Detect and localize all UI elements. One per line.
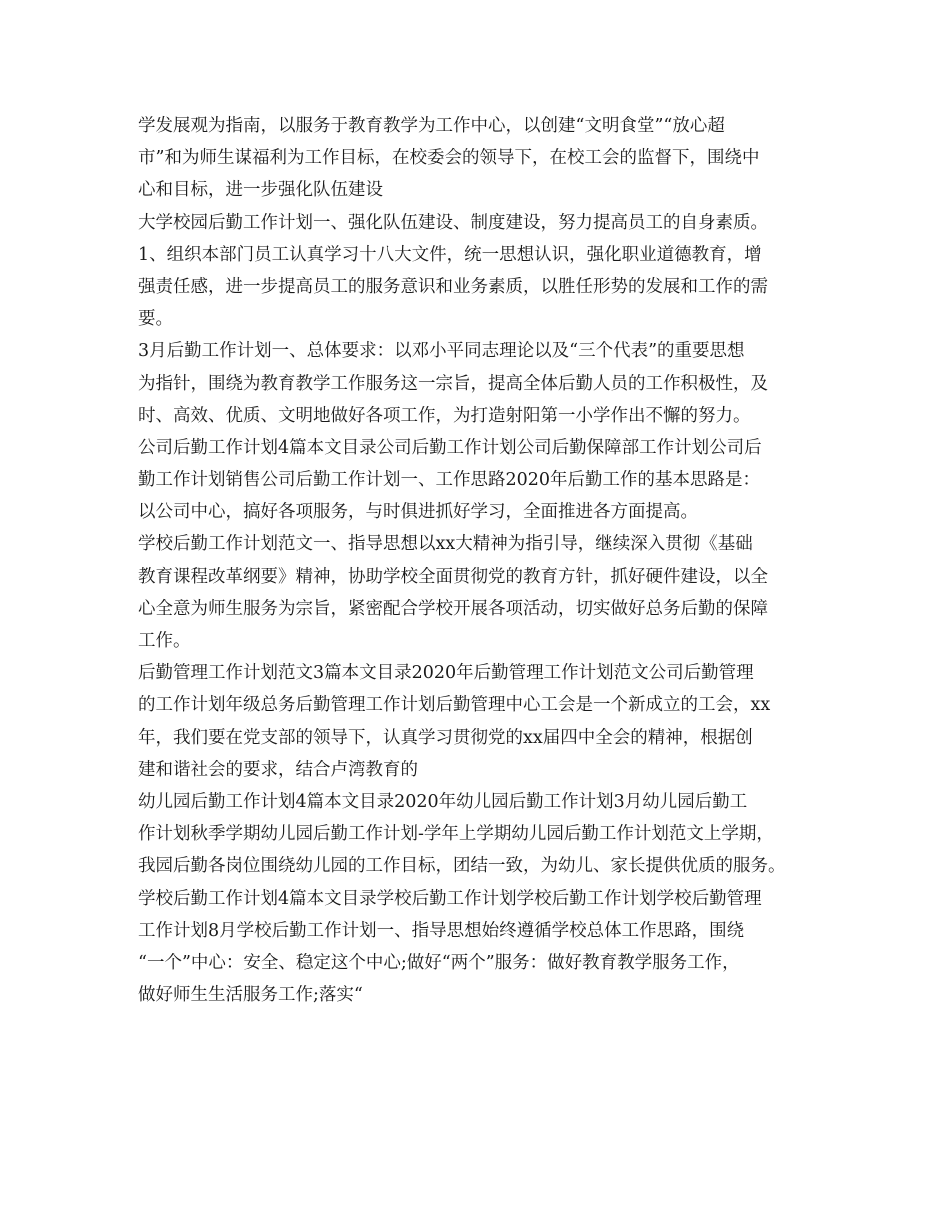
text-line: 学校后勤工作计划范文一、指导思想以xx大精神为指引导，继续深入贯彻《基础 — [138, 534, 753, 555]
text-line: 以公司中心，搞好各项服务，与时俱进抓好学习，全面推进各方面提高。 — [138, 502, 698, 523]
paragraph-1 — [138, 110, 828, 207]
paragraph-5 — [138, 432, 828, 529]
paragraph-4 — [138, 335, 828, 432]
text-line: 时、高效、优质、文明地做好各项工作，为打造射阳第一小学作出不懈的努力。 — [138, 405, 751, 426]
text-line: 大学校园后勤工作计划一、强化队伍建设、制度建设，努力提高员工的自身素质。 — [138, 212, 768, 233]
text-line: 做好师生生活服务工作;落实“ — [138, 985, 363, 1006]
text-line: 作计划秋季学期幼儿园后勤工作计划-学年上学期幼儿园后勤工作计划范文上学期， — [138, 824, 774, 845]
paragraph-2 — [138, 207, 828, 239]
text-line: 3月后勤工作计划一、总体要求：以邓小平同志理论以及“三个代表”的重要思想 — [138, 341, 745, 362]
paragraph-8 — [138, 786, 828, 883]
text-line: 勤工作计划销售公司后勤工作计划一、工作思路2020年后勤工作的基本思路是： — [138, 470, 761, 491]
text-line: 建和谐社会的要求，结合卢湾教育的 — [138, 759, 418, 780]
text-line: 强责任感，进一步提高员工的服务意识和业务素质，以胜任形势的发展和工作的需 — [138, 276, 768, 297]
paragraph-6 — [138, 528, 828, 657]
paragraph-3 — [138, 239, 828, 336]
document-body — [138, 110, 828, 1011]
text-line: “一个”中心：安全、稳定这个中心;做好“两个”服务：做好教育教学服务工作， — [138, 952, 740, 973]
text-line: 要。 — [138, 309, 173, 330]
text-line: 工作。 — [138, 631, 191, 651]
text-line: 我园后勤各岗位围绕幼儿园的工作目标，团结一致，为幼儿、家长提供优质的服务。 — [138, 856, 786, 877]
text-line: 学校后勤工作计划4篇本文目录学校后勤工作计划学校后勤工作计划学校后勤管理 — [138, 888, 762, 909]
text-line: 的工作计划年级总务后勤管理工作计划后勤管理中心工会是一个新成立的工会，xx — [138, 695, 771, 716]
paragraph-7 — [138, 657, 828, 786]
text-line: 年，我们要在党支部的领导下，认真学习贯彻党的xx届四中全会的精神，根据创 — [138, 727, 753, 748]
text-line: 心全意为师生服务为宗旨，紧密配合学校开展各项活动，切实做好总务后勤的保障 — [138, 598, 768, 619]
text-line: 教育课程改革纲要》精神，协助学校全面贯彻党的教育方针，抓好硬件建设，以全 — [138, 566, 768, 587]
text-line: 后勤管理工作计划范文3篇本文目录2020年后勤管理工作计划范文公司后勤管理 — [138, 663, 754, 684]
text-line: 学发展观为指南，以服务于教育教学为工作中心，以创建“文明食堂”“放心超 — [138, 116, 725, 136]
text-line: 工作计划8月学校后勤工作计划一、指导思想始终遵循学校总体工作思路，围绕 — [138, 920, 745, 941]
text-line: 1、组织本部门员工认真学习十八大文件，统一思想认识，强化职业道德教育，增 — [138, 244, 762, 265]
text-line: 市”和为师生谋福利为工作目标，在校委会的领导下，在校工会的监督下，围绕中 — [138, 148, 760, 169]
text-line: 心和目标，进一步强化队伍建设 — [138, 180, 383, 201]
text-line: 为指针，围绕为教育教学工作服务这一宗旨，提高全体后勤人员的工作积极性，及 — [138, 373, 768, 394]
paragraph-9 — [138, 883, 828, 1012]
text-line: 幼儿园后勤工作计划4篇本文目录2020年幼儿园后勤工作计划3月幼儿园后勤工 — [138, 791, 748, 812]
text-line: 公司后勤工作计划4篇本文目录公司后勤工作计划公司后勤保障部工作计划公司后 — [138, 437, 762, 458]
